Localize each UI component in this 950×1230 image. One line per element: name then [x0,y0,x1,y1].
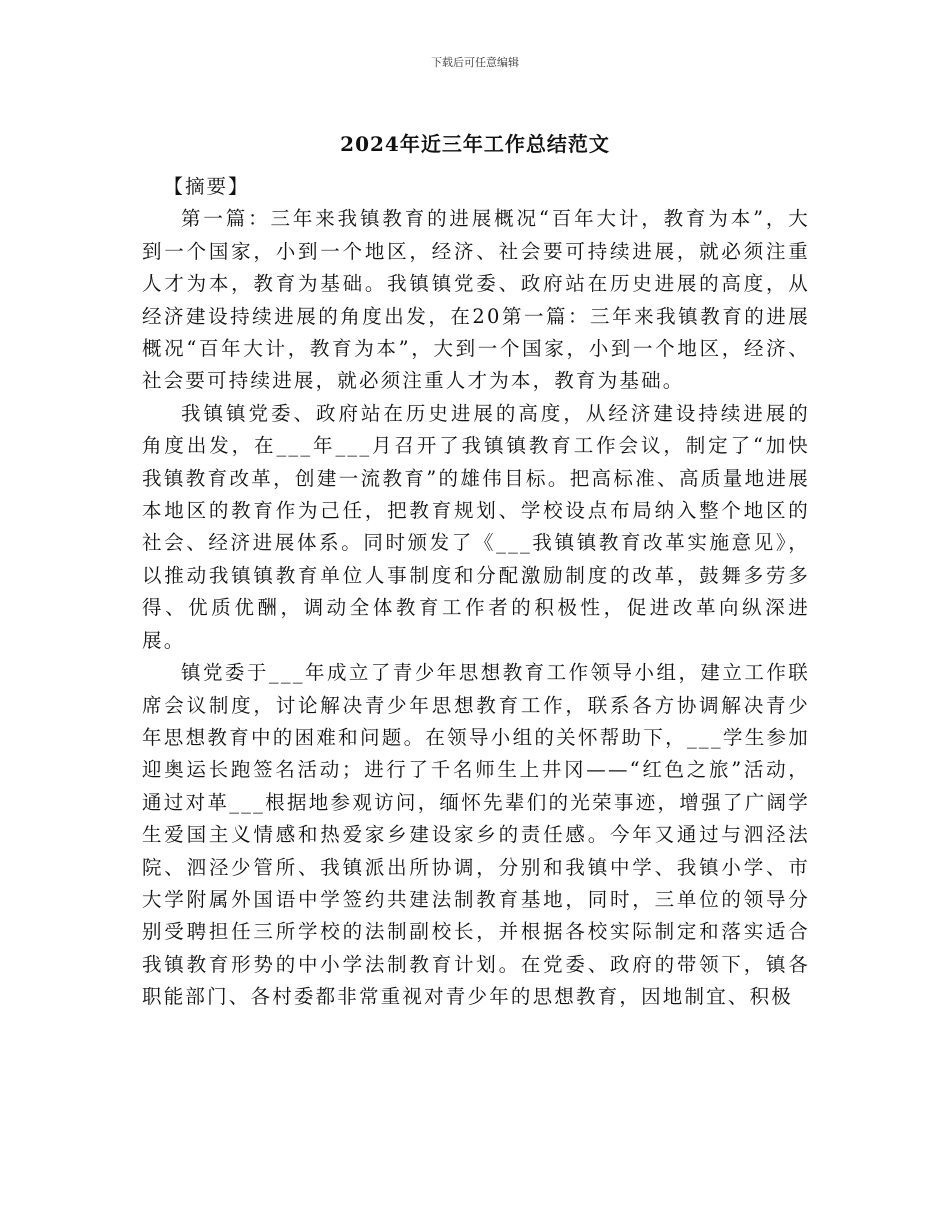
document-title: 2024年近三年工作总结范文 [340,132,610,156]
document-body [142,171,810,1014]
paragraph-1: 第一篇：三年来我镇教育的进展概况“百年大计，教育为本”，大到一个国家，小到一个地区，经济、社会要可持续进展，就必须注重人才为本，教育为基础。我镇镇党委、政府站在历史进展的高度，从经济建设持续进展的角度出发，在20第一篇：三年来我镇教育的进展概况“百年大计，教育为本”，大到一个国家，小到一个地区，经济、社会要可持续进展，就必须注重人才为本，教育为基础。 [142,207,810,393]
abstract-label: 【摘要】 [163,175,250,198]
paragraph-2: 我镇镇党委、政府站在历史进展的高度，从经济建设持续进展的角度出发，在___年___月召开了我镇镇教育工作会议，制定了“加快我镇教育改革，创建一流教育”的雄伟目标。把高标准、高质量地进展本地区的教育作为己任，把教育规划、学校设点布局纳入整个地区的社会、经济进展体系。同时颁发了《___我镇镇教育改革实施意见》，以推动我镇镇教育单位人事制度和分配激励制度的改革，鼓舞多劳多得、优质优酬，调动全体教育工作者的积极性，促进改革向纵深进展。 [142,401,810,652]
paragraph-3: 镇党委于___年成立了青少年思想教育工作领导小组，建立工作联席会议制度，讨论解决青少年思想教育工作，联系各方协调解决青少年思想教育中的困难和问题。在领导小组的关怀帮助下，___学生参加迎奥运长跑签名活动；进行了千名师生上井冈——“红色之旅”活动，通过对革___根据地参观访问，缅怀先辈们的光荣事迹，增强了广阔学生爱国主义情感和热爱家乡建设家乡的责任感。今年又通过与泗泾法院、泗泾少管所、我镇派出所协调，分别和我镇中学、我镇小学、市大学附属外国语中学签约共建法制教育基地，同时，三单位的领导分别受聘担任三所学校的法制副校长，并根据各校实际制定和落实适合我镇教育形势的中小学法制教育计划。在党委、政府的带领下，镇各职能部门、各村委都非常重视对青少年的思想教育，因地制宜、积极 [142,661,810,1009]
header-note: 下载后可任意编辑 [431,56,519,69]
